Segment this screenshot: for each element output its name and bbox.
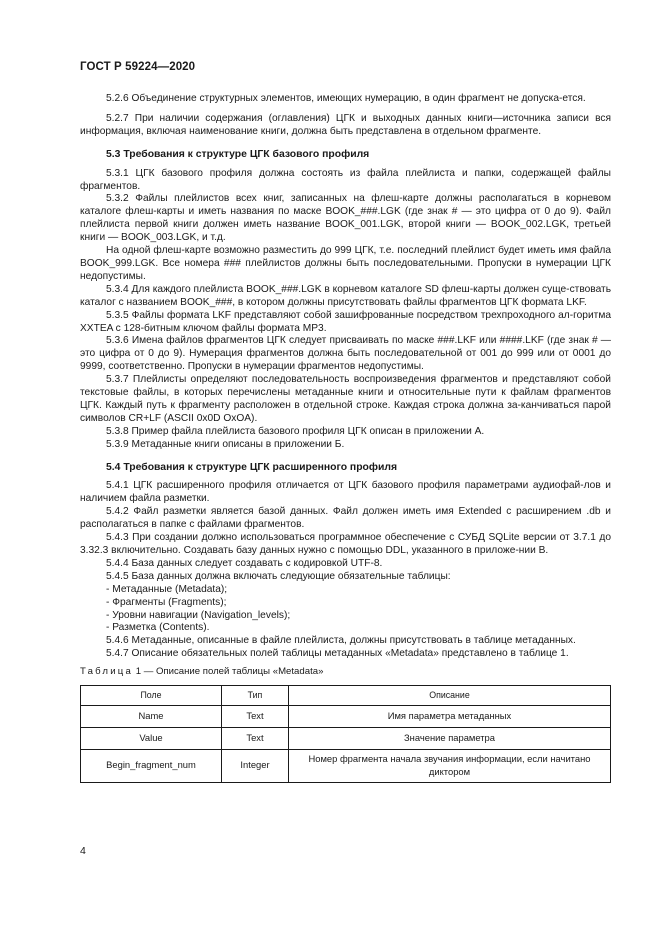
table-header-row [81, 686, 611, 706]
paragraph-5-4-2: 5.4.2 Файл разметки является базой данных. Файл должен иметь имя Extended с расширением .db и располагаться в папке с файлами фрагментов. [80, 506, 611, 531]
list-item: - Уровни навигации (Navigation_levels); [106, 609, 291, 621]
table-cell-field: Value [81, 727, 222, 749]
table-row [81, 727, 611, 749]
metadata-table [80, 685, 611, 783]
table-cell-description: Имя параметра метаданных [289, 705, 611, 727]
paragraph-5-3-2: 5.3.2 Файлы плейлистов всех книг, записанных на флеш-карте должны располагаться в корневом каталоге флеш-карты и иметь названия по маске BOOK_###.LGK (где знак # — это цифра от 0 до 9). Файл плейлиста первой книги должен иметь название BOOK_001.LGK, второй книги — BOOK_002.LGK, третьей книги — BOOK_003.LGK, и т.д. [80, 193, 611, 244]
paragraph-5-2-7: 5.2.7 При наличии содержания (оглавления) ЦГК и выходных данных книги—источника записи вся информация, включая наименование книги, должна быть представлена в отдельном фрагменте. [80, 112, 611, 137]
table-caption-text: 1 — Описание полей таблицы «Metadata» [135, 666, 324, 678]
paragraph-5-3-9: 5.3.9 Метаданные книги описаны в приложении Б. [106, 438, 345, 450]
paragraph-5-3-6: 5.3.6 Имена файлов фрагментов ЦГК следует присваивать по маске ###.LKF или ####.LKF (где знак # — это цифра от 0 до 9). Нумерация фрагментов должна быть последовательной от 001 до 999 или от 0001 до 9999, соответственно. Пропуски в нумерации фрагментов недопустимы. [80, 335, 611, 373]
list-item: - Фрагменты (Fragments); [106, 596, 227, 608]
paragraph-5-2-6: 5.2.6 Объединение структурных элементов, имеющих нумерацию, в один фрагмент не допуска-ется. [106, 93, 586, 104]
table-cell-type: Integer [222, 749, 289, 782]
document-body [80, 93, 611, 783]
paragraph-5-3-3: На одной флеш-карте возможно разместить до 999 ЦГК, т.е. последний плейлист будет иметь имя файла BOOK_999.LGK. Все номера ### плейлистов должны быть последовательными. Пропуски в нумерации ЦГК недопустимы. [80, 245, 611, 282]
paragraph-5-3-5: 5.3.5 Файлы формата LKF представляют собой зашифрованные посредством трехпроходного ал-горитма XXTEA с 128-битным ключом файлы формата MP3. [80, 309, 611, 334]
paragraph-5-4-5: 5.4.5 База данных должна включать следующие обязательные таблицы: [106, 570, 451, 582]
column-header-description: Описание [289, 686, 611, 706]
table-caption [80, 666, 611, 679]
section-heading-5-4: 5.4 Требования к структуре ЦГК расширенного профиля [106, 461, 398, 473]
paragraph-5-4-3: 5.4.3 При создании должно использоваться программное обеспечение с СУБД SQLite версии от 3.7.1 до 3.32.3 включительно. Создавать базу данных нужно с помощью DDL, указанного в приложе-нии В. [80, 532, 611, 556]
table-cell-field: Begin_fragment_num [81, 749, 222, 782]
table-cell-field: Name [81, 705, 222, 727]
paragraph-5-4-6: 5.4.6 Метаданные, описанные в файле плейлиста, должны присутствовать в таблице метаданных. [106, 635, 576, 647]
section-heading-5-3: 5.3 Требования к структуре ЦГК базового профиля [106, 148, 370, 160]
column-header-type: Тип [222, 686, 289, 706]
document-header: ГОСТ Р 59224—2020 [80, 61, 196, 73]
paragraph-5-3-4: 5.3.4 Для каждого плейлиста BOOK_###.LGK в корневом каталоге SD флеш-карты должен суще-ствовать каталог с названием BOOK_###, в котором должны присутствовать файлы фрагментов ЦГК формата LKF. [80, 283, 611, 308]
table-row [81, 749, 611, 782]
paragraph-5-4-4: 5.4.4 База данных следует создавать с кодировкой UTF-8. [106, 557, 383, 569]
paragraph-5-3-7: 5.3.7 Плейлисты определяют последовательность воспроизведения фрагментов и представляют собой текстовые файлы, в которых перечислены метаданные книги и относительные пути к файлам фрагментов ЦГК. Каждый путь к фрагменту расположен в отдельной строке. Каждая строка должна за-канчиваться парой символов CR+LF (ASCII 0x0D OxOA). [80, 374, 611, 424]
table-cell-type: Text [222, 727, 289, 749]
table-caption-word: Таблица [80, 666, 134, 678]
page-number: 4 [80, 845, 86, 857]
table-cell-description: Номер фрагмента начала звучания информации, если начитано диктором [289, 749, 611, 782]
table-row [81, 705, 611, 727]
paragraph-5-4-7: 5.4.7 Описание обязательных полей таблицы метаданных «Metadata» представлено в таблице 1. [106, 648, 569, 660]
list-item: - Разметка (Contents). [106, 622, 210, 634]
paragraph-5-4-1: 5.4.1 ЦГК расширенного профиля отличается от ЦГК базового профиля параметрами аудиофай-лов и наличием файла разметки. [80, 480, 611, 505]
paragraph-5-3-8: 5.3.8 Пример файла плейлиста базового профиля ЦГК описан в приложении А. [106, 425, 485, 437]
list-item: - Метаданные (Metadata); [106, 583, 228, 595]
paragraph-5-3-1: 5.3.1 ЦГК базового профиля должна состоять из файла плейлиста и папки, содержащей файлы фрагментов. [80, 167, 611, 192]
column-header-field: Поле [81, 686, 222, 706]
table-cell-type: Text [222, 705, 289, 727]
table-cell-description: Значение параметра [289, 727, 611, 749]
